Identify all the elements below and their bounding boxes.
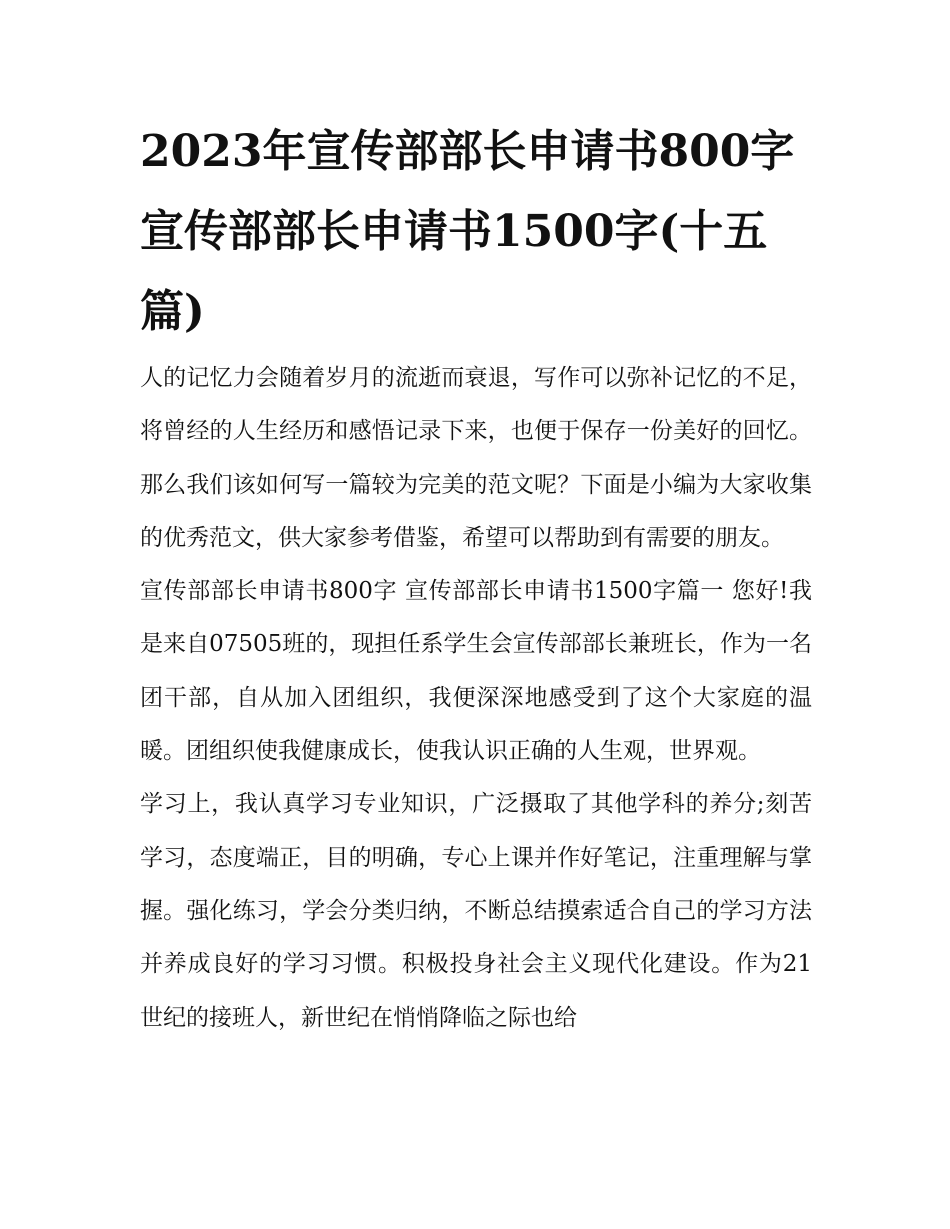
- document-body: [140, 352, 812, 1045]
- essay-paragraph-2: 学习上，我认真学习专业知识，广泛摄取了其他学科的养分;刻苦学习，态度端正，目的明确，专心上课并作好笔记，注重理解与掌握。强化练习，学会分类归纳，不断总结摸索适合自己的学习方法并养成良好的学习习惯。积极投身社会主义现代化建设。作为21世纪的接班人，新世纪在悄悄降临之际也给: [140, 791, 812, 1031]
- document-title: 2023年宣传部部长申请书800字 宣传部部长申请书1500字(十五篇): [140, 126, 795, 337]
- intro-paragraph: 人的记忆力会随着岁月的流逝而衰退，写作可以弥补记忆的不足，将曾经的人生经历和感悟记录下来，也便于保存一份美好的回忆。那么我们该如何写一篇较为完美的范文呢？下面是小编为大家收集的优秀范文，供大家参考借鉴，希望可以帮助到有需要的朋友。: [140, 365, 812, 551]
- essay-paragraph-1: 宣传部部长申请书800字 宣传部部长申请书1500字篇一 您好!我是来自07505班的，现担任系学生会宣传部部长兼班长，作为一名团干部，自从加入团组织，我便深深地感受到了这个大家庭的温暖。团组织使我健康成长，使我认识正确的人生观，世界观。: [140, 578, 812, 765]
